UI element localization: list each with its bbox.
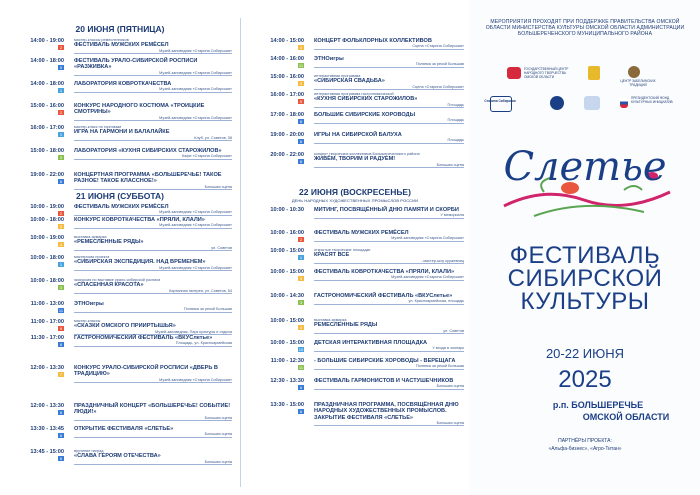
event-details (74, 403, 232, 421)
location-number-badge: 6 (299, 139, 303, 144)
schedule-column-left (0, 0, 240, 495)
schedule-column-middle (240, 0, 470, 495)
event-time: 10:00 - 18:00 (30, 255, 64, 261)
event-time: 16:00 - 17:00 (30, 125, 64, 131)
location-number-badge: 10 (298, 347, 304, 352)
event-place: Музей-заповедник «Старина Сибирская» (74, 378, 232, 383)
event-details (314, 92, 464, 108)
event-title: ФЕСТИВАЛЬ МУЖСКИХ РЕМЁСЕЛ (314, 230, 409, 236)
event-place: - мастер-шоу кружевниц (314, 259, 464, 264)
event-place: Музей-заповедник «Старина Сибирская» (74, 87, 232, 92)
festival-cover (470, 0, 700, 495)
event-time: 10:00 - 10:30 (270, 207, 304, 213)
round-emblem-icon (550, 96, 564, 110)
festival-place: р.п. БОЛЬШЕРЕЧЬЕ (552, 400, 644, 410)
event-time: 10:00 - 16:00 (270, 230, 304, 236)
location-number-badge: 6 (59, 179, 63, 184)
day-subtitle-22: ДЕНЬ НАРОДНЫХ ХУДОЖЕСТВЕННЫХ ПРОМЫСЛОВ РОССИИ (291, 198, 419, 203)
event-title: ПРАЗДНИЧНАЯ ПРОГРАММА, ПОСВЯЩЁННАЯ ДНЮ НАРОДНЫХ ХУДОЖЕСТВЕННЫХ ПРОМЫСЛОВ. ЗАКРЫТИЕ ФЕСТИВАЛЯ «СЛЕТЬЕ» (314, 402, 459, 421)
event-place: Музей-заповедник «Старина Сибирская» (74, 210, 232, 215)
location-number-badge: 9 (299, 99, 303, 104)
event-title: РЕМЕСЛЕННЫЕ РЯДЫ (314, 322, 378, 329)
event-title: КОНЦЕРТНАЯ ПРОГРАММА «БОЛЬШЕРЕЧЬЕ! ТАКОЕ РАЗНОЕ! ТАКОЕ КЛАССНОЕ!» (74, 172, 222, 185)
event-place: Сцена «Старина Сибирская» (314, 44, 464, 49)
event-title: КОНКУРС КОВРОТКАЧЕСТВА «ПРЯЛИ, КЛАЛИ» (74, 217, 205, 223)
event-details (314, 293, 464, 305)
leaf-swash-icon (534, 206, 644, 216)
location-number-badge: 3 (299, 300, 303, 305)
logo-pfki: ПРЕЗИДЕНТСКИЙ ФОНД КУЛЬТУРНЫХ ИНИЦИАТИВ (631, 96, 673, 104)
festival-region: ОМСКОЙ ОБЛАСТИ (582, 412, 670, 422)
location-number-badge: 6 (59, 433, 63, 438)
event-place: Большая сцена (74, 460, 232, 465)
event-details (74, 81, 232, 93)
event-subtitle: мастер-класс по горловым (74, 125, 122, 129)
location-number-badge: 6 (59, 342, 63, 347)
event-subtitle: интерактивная программа (314, 74, 361, 78)
fund-flag-icon (620, 98, 628, 108)
event-place: ул. Красноармейская, площадь (314, 299, 464, 304)
event-time: 14:00 - 19:00 (30, 38, 64, 44)
event-title: БОЛЬШИЕ СИБИРСКИЕ ХОРОВОДЫ (314, 112, 416, 118)
event-time: 19:00 - 22:00 (30, 172, 64, 178)
event-title: ЖИВЁМ, ТВОРИМ И РАДУЕМ! (314, 156, 396, 163)
event-details (314, 112, 464, 124)
event-time: 15:00 - 16:00 (270, 74, 304, 80)
event-title: ЛАБОРАТОРИЯ КОВРОТКАЧЕСТВА (74, 81, 172, 87)
event-place: Музей-заповедник, Парк культуры и отдыха (74, 330, 232, 335)
event-time: 16:00 - 17:00 (270, 92, 304, 98)
event-time: 10:00 - 14:30 (270, 293, 304, 299)
event-time: 10:00 - 19:00 (30, 235, 64, 241)
logo-museum: Старина Сибирская (484, 99, 516, 103)
day-title-21: 21 ИЮНЯ (СУББОТА) (76, 191, 164, 201)
event-time: 15:00 - 16:00 (30, 103, 64, 109)
event-place: Большая сцена (314, 163, 464, 168)
location-number-badge: 6 (299, 119, 303, 124)
event-details (74, 103, 232, 121)
event-details (74, 125, 232, 141)
event-title: МИТИНГ, ПОСВЯЩЁННЫЙ ДНЮ ПАМЯТИ И СКОРБИ (314, 207, 459, 213)
event-place: Музей-заповедник «Старина Сибирская» (74, 71, 232, 76)
festival-title (470, 244, 700, 313)
event-place: Большая сцена (74, 185, 232, 190)
event-place: Площадь (314, 118, 464, 123)
event-title: ФЕСТИВАЛЬ УРАЛО-СИБИРСКОЙ РОСПИСИ «РАЗЖИВКА» (74, 58, 198, 71)
event-time: 10:00 - 18:00 (30, 278, 64, 284)
event-time: 12:00 - 13:30 (30, 403, 64, 409)
event-place: Музей-заповедник «Старина Сибирская» (74, 266, 232, 271)
event-title: ФЕСТИВАЛЬ МУЖСКИХ РЕМЁСЕЛ (74, 42, 169, 49)
event-time: 10:00 - 15:00 (270, 269, 304, 275)
event-title: ЭТНОигры (314, 56, 344, 62)
event-details (74, 319, 232, 335)
festival-title-line: КУЛЬТУРЫ (520, 288, 650, 315)
event-place: Музей-заповедник «Старина Сибирская» (314, 275, 464, 280)
event-place: Клуб, ул. Советов, 38 (74, 136, 232, 141)
event-title: ЭТНОигры (74, 301, 104, 307)
event-time: 14:00 - 18:00 (30, 81, 64, 87)
event-subtitle: выставка-ярмарка (314, 318, 347, 322)
ornament-logo-icon (507, 67, 521, 79)
event-place: ул. Советов (74, 246, 232, 251)
event-details (74, 148, 232, 160)
event-details (74, 255, 232, 271)
event-place: Полянка за рекой Большая (74, 307, 232, 312)
location-number-badge: 6 (59, 410, 63, 415)
event-subtitle: мастер-классы (74, 319, 101, 323)
event-time: 10:00 - 19:00 (30, 204, 64, 210)
event-details (74, 301, 232, 313)
event-title: КОНЦЕРТ ФОЛЬКЛОРНЫХ КОЛЛЕКТИВОВ (314, 38, 432, 44)
event-time: 13:30 - 15:00 (270, 402, 304, 408)
event-title: ГАСТРОНОМИЧЕСКИЙ ФЕСТИВАЛЬ «ВКУСлетье» (74, 335, 213, 341)
event-place: У входа в зоопарк (314, 346, 464, 351)
coat-of-arms-icon (588, 66, 600, 80)
event-place: Музей-заповедник «Старина Сибирская» (314, 236, 464, 241)
event-time: 11:30 - 17:00 (30, 335, 64, 341)
event-time: 19:00 - 20:00 (270, 132, 304, 138)
location-number-badge: 9 (59, 326, 63, 331)
location-number-badge: 2 (59, 211, 63, 216)
event-title: «СПАСЕННАЯ КРАСОТА» (74, 282, 144, 289)
location-number-badge: 4 (59, 242, 63, 247)
event-place: Большая сцена (314, 421, 464, 426)
event-place: Площадь, ул. Красноармейская (74, 341, 232, 346)
event-title: ГАСТРОНОМИЧЕСКИЙ ФЕСТИВАЛЬ «ВКУСлетье» (314, 293, 453, 299)
event-time: 13:30 - 13:45 (30, 426, 64, 432)
festival-dates: 20-22 ИЮНЯ (545, 346, 625, 361)
event-title: «СИБИРСКАЯ ЭКСПЕДИЦИЯ. НАД ВРЕМЕНЕМ» (74, 259, 206, 266)
location-number-badge: 5 (59, 224, 63, 229)
location-number-badge: 6 (299, 409, 303, 414)
event-title: КОНКУРС НАРОДНОГО КОСТЮМА «ТРОИЦКИЕ СМОТРИНЫ» (74, 103, 205, 116)
location-number-badge: 6 (59, 456, 63, 461)
partners-list: «Альфа-бизнес», «Агро-Титан» (548, 446, 622, 452)
event-place: Большая сцена (74, 416, 232, 421)
festival-title-line: ФЕСТИВАЛЬ (509, 242, 661, 269)
event-time: 14:00 - 15:00 (270, 38, 304, 44)
building-logo-icon (584, 96, 600, 110)
event-details (314, 402, 464, 426)
event-time: 11:00 - 12:30 (270, 358, 304, 364)
event-details (74, 449, 232, 465)
event-title: ФЕСТИВАЛЬ МУЖСКИХ РЕМЁСЕЛ (74, 204, 169, 210)
event-time: 10:00 - 15:00 (270, 340, 304, 346)
day-title-22: 22 ИЮНЯ (ВОСКРЕСЕНЬЕ) (299, 187, 411, 197)
event-title: ОТКРЫТИЕ ФЕСТИВАЛЯ «СЛЕТЬЕ» (74, 426, 174, 432)
event-details (74, 335, 232, 347)
event-details (314, 318, 464, 334)
event-title: «СИБИРСКАЯ СВАДЬБА» (314, 78, 385, 85)
event-details (314, 248, 464, 264)
event-details (314, 56, 464, 68)
location-number-badge: 5 (299, 276, 303, 281)
location-number-badge: 2 (59, 45, 63, 50)
event-details (74, 426, 232, 438)
location-number-badge: 4 (299, 325, 303, 330)
event-title: ИГРЫ НА СИБИРСКОЙ БАЛУХА (314, 132, 402, 138)
event-place: Площадь (314, 103, 464, 108)
event-place: Музей-заповедник «Старина Сибирская» (74, 49, 232, 54)
event-title: ПРАЗДНИЧНЫЙ КОНЦЕРТ «БОЛЬШЕРЕЧЬЕ! СОБЫТИЕ! ЛЮДИ!» (74, 403, 231, 416)
logo-gcnt: ГОСУДАРСТВЕННЫЙ ЦЕНТР НАРОДНОГО ТВОРЧЕСТВА ОМСКОЙ ОБЛАСТИ (524, 67, 569, 79)
location-number-badge: 4 (299, 81, 303, 86)
event-details (74, 365, 232, 383)
festival-year: 2025 (558, 366, 612, 393)
event-details (74, 217, 232, 229)
location-number-badge: 6 (299, 159, 303, 164)
partners-label: ПАРТНЁРЫ ПРОЕКТА: (558, 438, 612, 444)
event-details (314, 152, 464, 168)
event-place: ул. Советов (314, 329, 464, 334)
event-details (314, 358, 464, 370)
event-title: ИГРА НА ГАРМОНИ И БАЛАЛАЙКЕ (74, 129, 170, 136)
location-number-badge: 1 (59, 88, 63, 93)
festival-logo (474, 128, 696, 238)
event-subtitle: экскурсия по выставке урало-сибирской росписи (74, 278, 161, 282)
event-time: 12:30 - 13:30 (270, 378, 304, 384)
event-place: Большая сцена (314, 384, 464, 389)
event-details (314, 378, 464, 390)
event-time: 20:00 - 22:00 (270, 152, 304, 158)
event-subtitle: концерт творческих коллективов Большереченского района (314, 152, 420, 156)
support-note: МЕРОПРИЯТИЯ ПРОХОДЯТ ПРИ ПОДДЕРЖКЕ ПРАВИТЕЛЬСТВА ОМСКОЙ ОБЛАСТИ МИНИСТЕРСТВА КУЛЬТУРЫ ОМСКОЙ ОБЛАСТИ АДМИНИСТРАЦИИ БОЛЬШЕРЕЧЕНСКОГО МУНИЦИПАЛЬНОГО РАЙОНА (485, 19, 685, 38)
location-number-badge: 5 (59, 65, 63, 70)
event-details (314, 38, 464, 50)
event-subtitle: интерактивная программа гастрономической (314, 92, 394, 96)
location-number-badge: 11 (298, 63, 304, 68)
event-details (74, 38, 232, 54)
tradition-center-icon (628, 66, 640, 78)
event-subtitle: выставка-ярмарка (74, 235, 107, 239)
event-place: Картинная галерея, ул. Советов, 54 (74, 289, 232, 294)
event-details (314, 207, 464, 219)
location-number-badge: 11 (58, 308, 64, 313)
event-place: Полянка за рекой Большая (314, 62, 464, 67)
festival-title-line: СИБИРСКОЙ (507, 265, 663, 292)
event-subtitle: мастер-классы ремесленников (74, 38, 129, 42)
location-number-badge: 1 (59, 262, 63, 267)
location-number-badge: 1 (59, 132, 63, 137)
brand-word: Слетье (503, 144, 667, 190)
swash-icon (504, 192, 670, 206)
location-number-badge: 4 (299, 45, 303, 50)
location-number-badge: 1 (299, 255, 303, 260)
event-details (314, 132, 464, 144)
event-time: 11:00 - 13:00 (30, 301, 64, 307)
event-details (314, 230, 464, 242)
event-time: 15:00 - 18:00 (30, 148, 64, 154)
event-time: 10:00 - 18:00 (30, 217, 64, 223)
location-number-badge: 7 (59, 372, 63, 377)
location-number-badge: 3 (59, 155, 63, 160)
event-details (74, 278, 232, 294)
event-title: КОНКУРС УРАЛО-СИБИРСКОЙ РОСПИСИ «ДВЕРЬ В ТРАДИЦИЮ» (74, 365, 218, 378)
event-details (74, 172, 232, 190)
event-details (314, 269, 464, 281)
event-details (74, 235, 232, 251)
event-place: Музей-заповедник «Старина Сибирская» (74, 223, 232, 228)
location-number-badge: 11 (298, 365, 304, 370)
event-time: 10:00 - 15:00 (270, 318, 304, 324)
event-time: 12:00 - 13:30 (30, 365, 64, 371)
event-title: ЛАБОРАТОРИЯ «КУХНЯ СИБИРСКИХ СТАРОЖИЛОВ» (74, 148, 222, 154)
day-title-20: 20 ИЮНЯ (ПЯТНИЦА) (75, 24, 165, 34)
event-details (314, 340, 464, 352)
event-place: У мемориала (314, 213, 464, 218)
event-title: - БОЛЬШИЕ СИБИРСКИЕ ХОРОВОДЫ - ВЕРЕЩАГА (314, 358, 456, 364)
event-subtitle: мастерская проекта (74, 255, 110, 259)
event-time: 14:00 - 16:00 (270, 56, 304, 62)
event-place: Большая сцена (74, 432, 232, 437)
logo-zabelin: ЦЕНТР ЗАБЕЛИНСКИХ ТРАДИЦИЙ (620, 79, 656, 87)
event-title: «РЕМЕСЛЕННЫЕ РЯДЫ» (74, 239, 144, 246)
event-place: Площадь (314, 138, 464, 143)
event-subtitle: открытые творческие площадки (314, 248, 371, 252)
event-time: 14:00 - 18:00 (30, 58, 64, 64)
event-details (314, 74, 464, 90)
event-time: 11:00 - 17:00 (30, 319, 64, 325)
event-details (74, 58, 232, 76)
location-number-badge: 2 (59, 110, 63, 115)
event-title: ФЕСТИВАЛЬ ГАРМОНИСТОВ И ЧАСТУШЕЧНИКОВ (314, 378, 454, 384)
event-time: 17:00 - 18:00 (270, 112, 304, 118)
event-title: «СЛАВА ГЕРОЯМ ОТЕЧЕСТВА» (74, 453, 161, 460)
event-time: 10:00 - 15:00 (270, 248, 304, 254)
event-place: Кафе «Старина Сибирская» (74, 154, 232, 159)
location-number-badge: 3 (59, 285, 63, 290)
location-number-badge: 6 (299, 385, 303, 390)
event-place: Сцена «Старина Сибирская» (314, 85, 464, 90)
event-title: «КУХНЯ СИБИРСКИХ СТАРОЖИЛОВ» (314, 96, 418, 103)
event-title: ФЕСТИВАЛЬ КОВРОТКАЧЕСТВА «ПРЯЛИ, КЛАЛИ» (314, 269, 455, 275)
event-subtitle: вручение наград (74, 449, 104, 453)
event-place: Музей-заповедник «Старина Сибирская» (74, 116, 232, 121)
event-details (74, 204, 232, 216)
event-title: «СКАЗКИ ОМСКОГО ПРИИРТЫШЬЯ» (74, 323, 176, 330)
event-place: Полянка за рекой Большая (314, 364, 464, 369)
location-number-badge: 2 (299, 237, 303, 242)
event-title: КРАСЯТ ВСЕ (314, 252, 350, 259)
event-title: ДЕТСКАЯ ИНТЕРАКТИВНАЯ ПЛОЩАДКА (314, 340, 428, 346)
event-time: 13:45 - 15:00 (30, 449, 64, 455)
